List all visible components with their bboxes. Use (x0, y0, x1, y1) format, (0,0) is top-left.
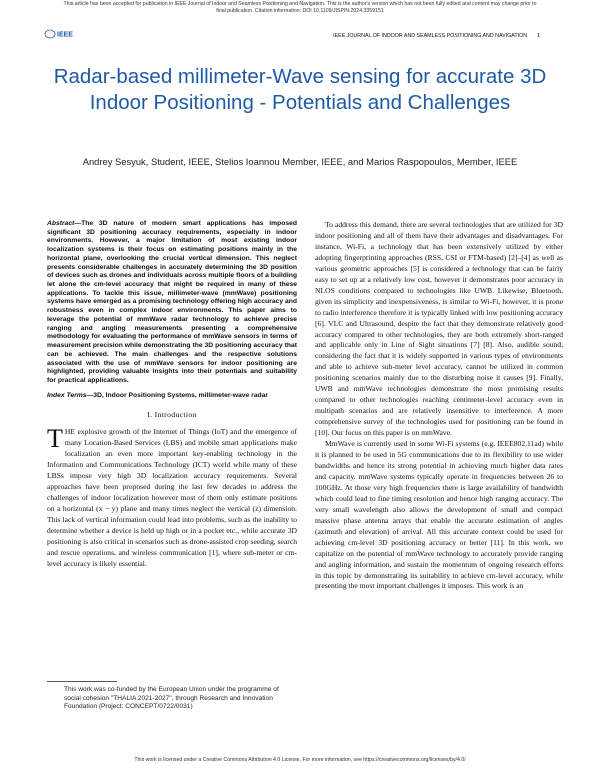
publication-notice: This article has been accepted for publication in IEEE Journal of Indoor and Seamless Positioning and Navigation. This is the author's version which has not been fully edited and content may change prior to final publication. Citation information: DOI 10.1109/JISPIN.2024.3359151 (63, 1, 537, 14)
author-list: Andrey Sesyuk, Student, IEEE, Stelios Ioannou Member, IEEE, and Marios Raspopoulos, Member, IEEE (82, 156, 518, 167)
index-terms (47, 392, 297, 401)
intro-text: HE explosive growth of the Internet of Things (IoT) and the emergence of many Location-Based Services (LBS) and mobile smart applications make localization an even more important key-enabling technology in the Information and Communications Technology (ICT) world while many of these LBSs impose very high 3D localization accuracy requirements. Several approaches have been proposed during the last few decades to address the challenges of indoor localization however most of them only estimate positions on a horizontal (x − y) plane and many times neglect the vertical (z) dimension. This lack of vertical information could lead into problems, such as the inability to determine whether a device is held up high or in a pocket etc., while accurate 3D positioning is also critical in scenarios such as drone-assisted crop seeding, search and rescue operations, and wireless communication [1], where sub-meter or cm-level accuracy is likely essential. (47, 427, 297, 568)
intro-paragraph (47, 424, 297, 569)
logo-text: IEEE (57, 31, 73, 39)
right-column (315, 220, 563, 592)
abstract-text: —The 3D nature of modern smart applications has imposed significant 3D positioning accuracy requirements, especially in indoor environments. However, a major limitation of most existing indoor localization systems is their focus on estimating positions mainly in the horizontal plane, overlooking the crucial vertical dimension. This neglect presents considerable challenges in accurately determining the 3D position of devices such as drones and individuals across multiple floors of a building let alone the cm-level accuracy that might be required in many of these applications. To tackle this issue, millimeter-wave (mmWave) positioning systems have emerged as a promising technology offering high accuracy and robustness even in complex indoor environments. This paper aims to leverage the potential of mmWave radar technology to achieve precise ranging and angling measurements presenting a comprehensive methodology for evaluating the performance of mmWave sensors in terms of measurement precision while demonstrating the 3D positioning accuracy that can be achieved. The main challenges and the respective solutions associated with the use of mmWave sensors for indoor positioning are highlighted, providing valuable insights into their potentials and suitability for practical applications. (47, 220, 297, 384)
funding-footnote: This work was co-funded by the European Union under the programme of social cohesion "THALIA 2021-2027", through Research and Innovation Foundation (Project: CONCEPT/0722/0031) (64, 686, 279, 710)
page-number: 1 (537, 33, 540, 39)
license-notice: This work is licensed under a Creative Commons Attribution 4.0 License. For more information, see https://creativecommons.org/licenses/by/4.0/ (134, 757, 466, 763)
journal-name: IEEE JOURNAL OF INDOOR AND SEAMLESS POSITIONING AND NAVIGATION (333, 33, 528, 39)
abstract-label: Abstract (47, 220, 75, 227)
paper-title: Radar-based millimeter-Wave sensing for accurate 3D Indoor Positioning - Potentials and Challenges (53, 65, 547, 114)
footnote-rule (47, 681, 117, 682)
abstract (47, 220, 297, 386)
ieee-logo (44, 29, 84, 39)
running-header (333, 33, 540, 39)
drop-cap: T (47, 424, 63, 454)
left-column (47, 220, 297, 570)
body-paragraph-1: To address this demand, there are several technologies that are utilized for 3D indoor positioning and all of them have their advantages and disadvantages. For instance, Wi-Fi, a technology that has been extensively utilized by either adopting fingerprinting approaches (RSS, CSI or FTM-based) [2]–[4] as well as various geometric approaches [5] is considered a technology that can be fairly easy to set up at a relatively low cost, however it demonstrates poor accuracy in NLOS conditions compared to technologies like UWB. Likewise, Bluetooth, given its simplicity and inexpensiveness, is similar to Wi-Fi, however, it is prone to radio interference therefore it is typically linked with low positioning accuracy [6]. VLC and Ultrasound, despite the fact that they demonstrate relatively good accuracy compared to other technologies, they are both extremely short-ranged and applicable only in Line of Sight situations [7] [8]. Also, audible sound, considering the fact that it is widely supported in various types of environments and able to achieve sub-meter level accuracy, cannot be utilized in common positioning scenarios mainly due to the disturbing noise it causes [9]. Finally, UWB and mmWave technologies demonstrate the most promising results compared to other technologies reaching centimeter-level accuracy even in multipath scenarios and are relatively insensitive to interference. A more comprehensive survey of the technologies used for positioning can be found in [10]. Our focus on this paper is on mmWave. (315, 220, 563, 438)
body-paragraph-2: MmWave is currently used in some Wi-Fi systems (e.g. IEEE802.11ad) while it is planned to be used in 5G communications due to its flexibility to use wider bandwidths and hence its strong potential in achieving much higher data rates and capacity. mmWave systems typically operate in frequencies between 26 to 100GHz. At those very high frequencies there is large availability of bandwidth which could lead to fine timing resolution and hence high ranging accuracy. The very small wavelength also allows the development of small and compact massive phase antenna arrays that enable the accurate estimation of angles (azimuth and elevation) of arrival. All this accurate context could be used for achieving cm-level 3D positioning accuracy or better [11]. In this work, we capitalize on the potential of mmWave technology to accurately provide ranging and angling information, and sustain the momentum of ongoing research efforts in this topic by demonstrating its suitability to achieve cm-level accuracy, while presenting the most important challenges it imposes. This work is an (315, 439, 563, 591)
index-terms-label: Index Terms (47, 391, 87, 399)
section-heading-introduction: I. Introduction (147, 410, 197, 420)
index-terms-text: —3D, Indoor Positioning Systems, millimeter-wave radar (86, 391, 269, 399)
